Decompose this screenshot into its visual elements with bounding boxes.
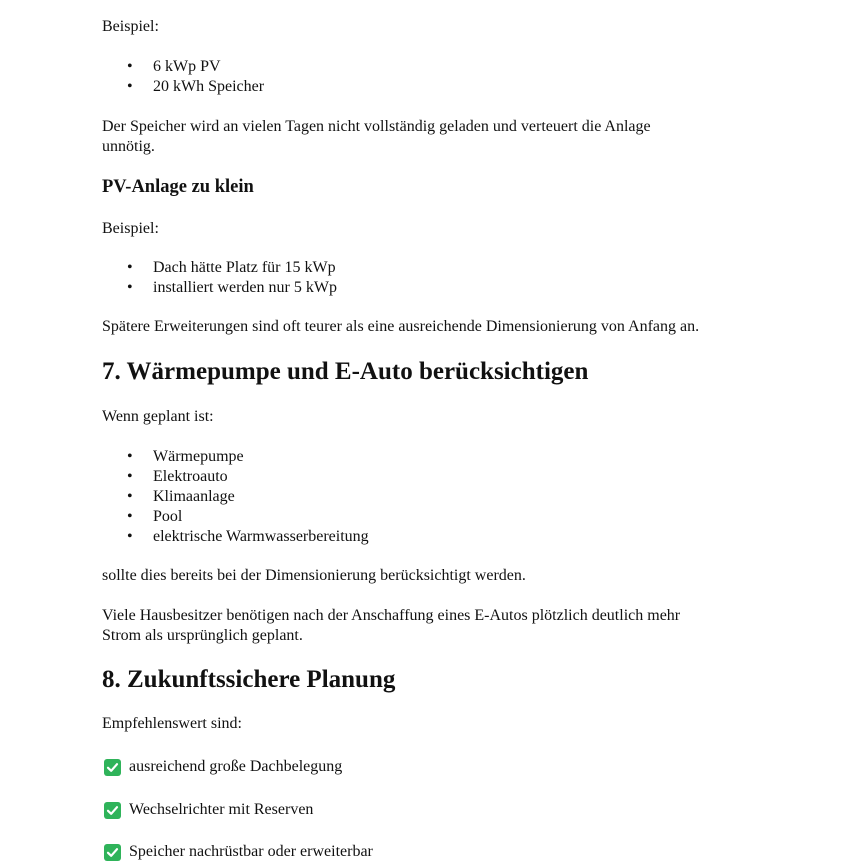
paragraph: Viele Hausbesitzer benötigen nach der Anschaffung eines E-Autos plötzlich deutlich mehr — [102, 607, 681, 624]
checklist-item: Wechselrichter mit Reserven — [104, 800, 313, 820]
checklist-item: ausreichend große Dachbelegung — [104, 757, 342, 777]
list-item: • Elektroauto — [127, 468, 228, 485]
bullet-icon: • — [127, 488, 133, 505]
paragraph: Empfehlenswert sind: — [102, 715, 242, 732]
check-mark-icon — [104, 759, 121, 776]
checklist-item: Speicher nachrüstbar oder erweiterbar — [104, 842, 373, 862]
subheading: PV-Anlage zu klein — [102, 177, 254, 197]
list-item: • Wärmepumpe — [127, 448, 244, 465]
check-mark-icon — [104, 844, 121, 861]
paragraph: sollte dies bereits bei der Dimensionierung berücksichtigt werden. — [102, 567, 526, 584]
bullet-icon: • — [127, 528, 133, 545]
bullet-icon: • — [127, 78, 133, 95]
list-item: • installiert werden nur 5 kWp — [127, 279, 337, 296]
bullet-icon: • — [127, 468, 133, 485]
list-item: • 20 kWh Speicher — [127, 78, 265, 95]
paragraph: Spätere Erweiterungen sind oft teurer als eine ausreichende Dimensionierung von Anfang an. — [102, 318, 700, 335]
list-item: • 6 kWp PV — [127, 58, 221, 75]
bullet-icon: • — [127, 259, 133, 276]
list-item: • Pool — [127, 508, 183, 525]
paragraph: Strom als ursprünglich geplant. — [102, 627, 303, 644]
example-label: Beispiel: — [102, 220, 159, 237]
bullet-icon: • — [127, 448, 133, 465]
list-item: • Klimaanlage — [127, 488, 235, 505]
list-item: • Dach hätte Platz für 15 kWp — [127, 259, 336, 276]
paragraph: unnötig. — [102, 138, 155, 155]
bullet-icon: • — [127, 279, 133, 296]
bullet-icon: • — [127, 508, 133, 525]
list-item: • elektrische Warmwasserbereitung — [127, 528, 369, 545]
check-mark-icon — [104, 802, 121, 819]
paragraph: Der Speicher wird an vielen Tagen nicht vollständig geladen und verteuert die Anlage — [102, 118, 651, 135]
section-heading: 7. Wärmepumpe und E-Auto berücksichtigen — [102, 358, 589, 385]
paragraph: Wenn geplant ist: — [102, 408, 214, 425]
section-heading: 8. Zukunftssichere Planung — [102, 666, 396, 693]
bullet-icon: • — [127, 58, 133, 75]
example-label: Beispiel: — [102, 18, 159, 35]
